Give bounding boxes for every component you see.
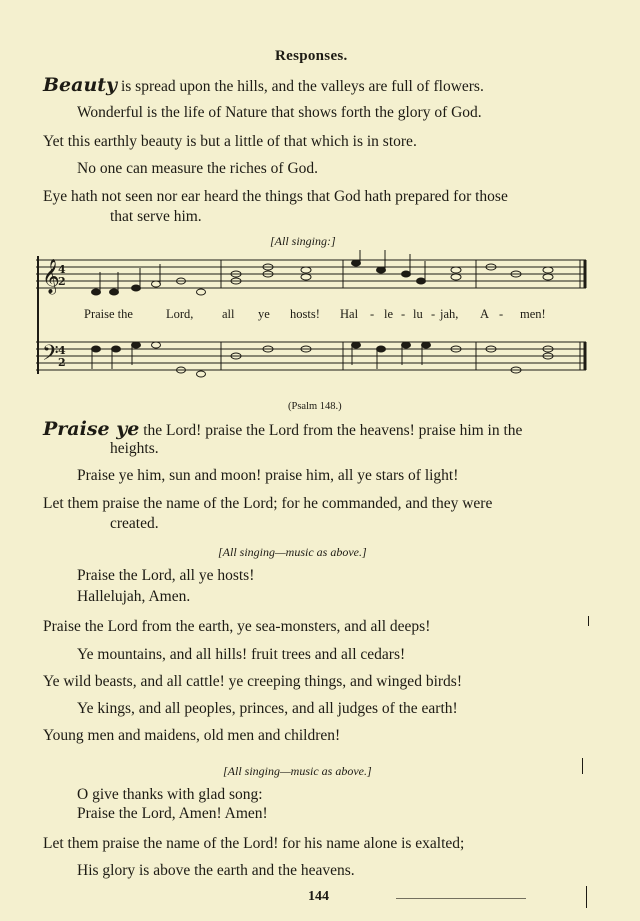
- lyric-hyphen-2: -: [401, 307, 406, 321]
- sung-line-1: Praise the Lord, all ye hosts!: [77, 567, 255, 584]
- lyric-lord: Lord,: [166, 307, 194, 321]
- svg-text:4: 4: [58, 263, 66, 276]
- singing-direction: [All singing:]: [270, 234, 336, 248]
- response-line-11: Ye wild beasts, and all cattle! ye creeping things, and winged birds!: [43, 673, 462, 690]
- lyric-hal: Hal: [340, 307, 359, 321]
- lyric-men: men!: [520, 307, 546, 321]
- lyric-hosts: hosts!: [290, 307, 320, 321]
- sung-line-4: Praise the Lord, Amen! Amen!: [77, 805, 268, 822]
- svg-text:2: 2: [58, 356, 66, 369]
- lyric-a: A: [480, 307, 490, 321]
- page-number: 144: [308, 889, 329, 904]
- page-heading: Responses.: [275, 48, 348, 64]
- response-line-14: Let them praise the name of the Lord! for his name alone is exalted;: [43, 835, 465, 852]
- response-line-12: Ye kings, and all peoples, princes, and all judges of the earth!: [77, 700, 458, 717]
- lyric-hyphen-3: -: [431, 307, 436, 321]
- lyric-lu: lu: [413, 307, 423, 321]
- svg-text:𝄢: 𝄢: [42, 341, 59, 371]
- svg-text:𝄞: 𝄞: [42, 259, 60, 294]
- singing-direction-3: [All singing—music as above.]: [223, 764, 372, 778]
- response-line-10: Ye mountains, and all hills! fruit trees and all cedars!: [77, 646, 406, 663]
- response-line-13: Young men and maidens, old men and children!: [43, 727, 341, 744]
- psalm-reference: (Psalm 148.): [288, 401, 342, 412]
- response-line-6-cont: heights.: [110, 440, 159, 457]
- lyric-all: all: [222, 307, 235, 321]
- lyric-le: le: [384, 307, 394, 321]
- response-line-8-cont: created.: [110, 515, 159, 532]
- response-line-7: Praise ye him, sun and moon! praise him, all ye stars of light!: [77, 467, 459, 484]
- singing-direction-2: [All singing—music as above.]: [218, 545, 367, 559]
- response-line-8: Let them praise the name of the Lord; for he commanded, and they were: [43, 495, 493, 512]
- scan-mark: [582, 758, 583, 774]
- sung-line-3: O give thanks with glad song:: [77, 786, 263, 803]
- lyric-hyphen-1: -: [370, 307, 375, 321]
- response-line-6: Praise ye the Lord! praise the Lord from the heavens! praise him in the: [43, 418, 523, 440]
- response-line-5-cont: that serve him.: [110, 208, 202, 225]
- response-line-15: His glory is above the earth and the heavens.: [77, 862, 355, 879]
- response-line-2: Wonderful is the life of Nature that shows forth the glory of God.: [77, 104, 482, 121]
- lyric-jah: jah,: [440, 307, 459, 321]
- response-line-1: Beauty is spread upon the hills, and the valleys are full of flowers.: [43, 74, 484, 96]
- sung-line-2: Hallelujah, Amen.: [77, 588, 191, 605]
- response-line-5: Eye hath not seen nor ear heard the things that God hath prepared for those: [43, 188, 508, 205]
- scan-mark: [396, 898, 526, 899]
- response-line-4: No one can measure the riches of God.: [77, 160, 319, 177]
- svg-text:4: 4: [58, 344, 66, 357]
- lyric-praise-the: Praise the: [84, 307, 133, 321]
- svg-text:2: 2: [58, 275, 66, 288]
- lyric-ye: ye: [258, 307, 270, 321]
- response-line-3: Yet this earthly beauty is but a little of that which is in store.: [43, 133, 417, 150]
- lyric-hyphen-4: -: [499, 307, 504, 321]
- drop-word-beauty: Beauty: [43, 74, 118, 96]
- scan-mark: [588, 616, 589, 626]
- scan-mark: [586, 886, 587, 908]
- response-line-9: Praise the Lord from the earth, ye sea-monsters, and all deeps!: [43, 618, 431, 635]
- drop-word-praise-ye: Praise ye: [43, 418, 140, 440]
